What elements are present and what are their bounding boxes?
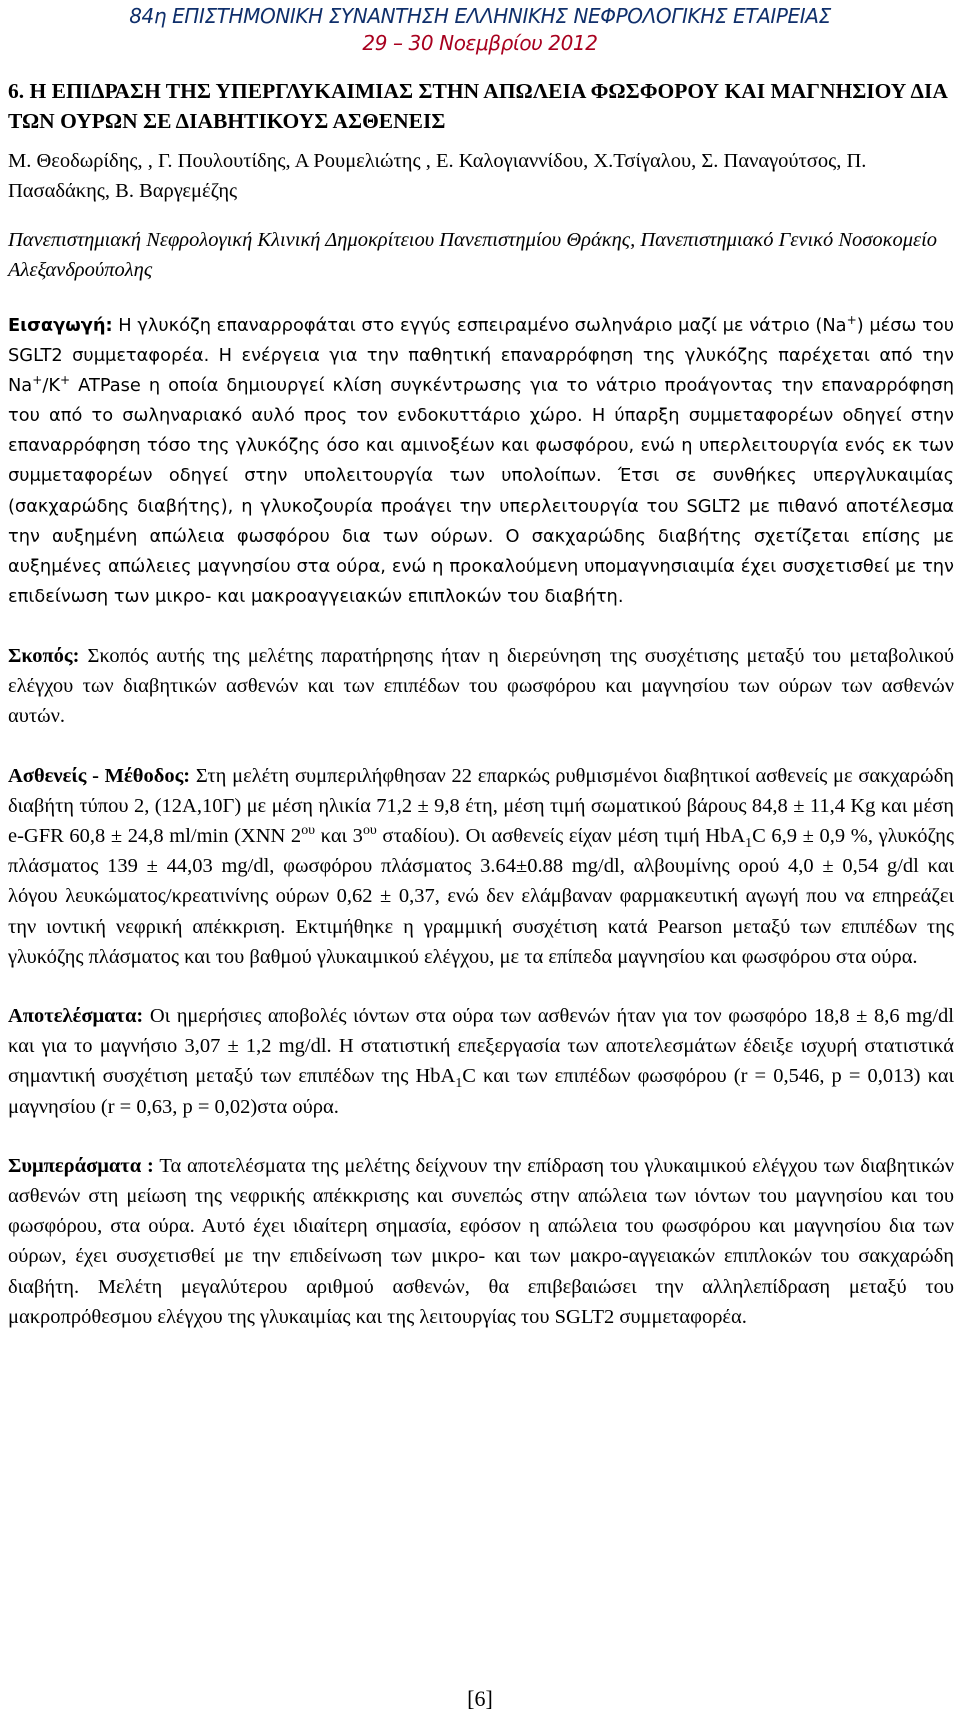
superscript: + [32, 373, 43, 388]
methods-text: σταδίου). Οι ασθενείς είχαν μέση τιμή HbA [376, 824, 746, 847]
abstract-body [8, 76, 954, 1332]
results-text: Οι ημερήσιες αποβολές ιόντων στα ούρα των ασθενών ήταν για τον φωσφόρο 18,8 ± 8,6 mg/dl και για το μαγνήσιο 3,07 ± 1,2 mg/dl. Η στατιστική επεξεργασία των αποτελεσμάτων έδειξε ισχυρή στατιστικά σημαντική συσχέτιση μεταξύ των επιπέδων της HbA [8, 1004, 954, 1088]
superscript: + [846, 313, 857, 328]
aim-label: Σκοπός: [8, 644, 80, 667]
aim-text: Σκοπός αυτής της μελέτης παρατήρησης ήταν η διερεύνηση της συσχέτισης μεταξύ του μεταβολικού ελέγχου των διαβητικών ασθενών και των επιπέδων του φωσφόρου και μαγνησίου των ούρων των ασθενών αυτών. [8, 644, 954, 728]
methods-text: C 6,9 ± 0,9 %, γλυκόζης πλάσματος 139 ± 44,03 mg/dl, φωσφόρου πλάσματος 3.64±0.88 mg/dl, αλβουμίνης ορού 4,0 ± 0,54 g/dl και λόγου λευκώματος/κρεατινίνης ούρων 0,62 ± 0,37, ενώ δεν ελάμβαναν φαρμακευτική αγωγή που να επηρεάζει την ιοντική νεφρική απέκκριση. Εκτιμήθηκε η γραμμική συσχέτιση κατά Pearson μεταξύ των επιπέδων της γλυκόζης πλάσματος και του βαθμού γλυκαιμικού ελέγχου, με τα επίπεδα μαγνησίου και φωσφόρου στα ούρα. [8, 824, 954, 968]
conclusions-section [8, 1151, 954, 1332]
conclusions-label: Συμπεράσματα : [8, 1154, 154, 1177]
results-label: Αποτελέσματα: [8, 1004, 144, 1027]
results-text: C και των επιπέδων φωσφόρου (r = 0,546, p = 0,013) και μαγνησίου (r = 0,63, p = 0,02)στα ούρα. [8, 1065, 955, 1118]
methods-text: Στη μελέτη συμπεριλήφθησαν 22 επαρκώς ρυθμισμένοι διαβητικοί ασθενείς με σακχαρώδη διαβήτη τύπου 2, (12Α,10Γ) με μέση ηλικία 71,2 ± 9,8 έτη, μέση τιμή σωματικού βάρους 84,8 ± 11,4 Kg και μέση e-GFR 60,8 ± 24,8 ml/min (ΧΝΝ 2 [8, 764, 954, 847]
conference-header: 84η ΕΠΙΣΤΗΜΟΝΙΚΗ ΣΥΝΑΝΤΗΣΗ ΕΛΛΗΝΙΚΗΣ ΝΕΦΡΟΛΟΓΙΚΗΣ ΕΤΑΙΡΕΙΑΣ [129, 4, 831, 28]
subscript: 1 [745, 836, 753, 852]
abstract-title: 6. Η ΕΠΙΔΡΑΣΗ ΤΗΣ ΥΠΕΡΓΛΥΚΑΙΜΙΑΣ ΣΤΗΝ ΑΠΩΛΕΙΑ ΦΩΣΦΟΡΟΥ ΚΑΙ ΜΑΓΝΗΣΙΟΥ ΔΙΑ ΤΩΝ ΟΥΡΩΝ ΣΕ ΔΙΑΒΗΤΙΚΟΥΣ ΑΣΘΕΝΕΙΣ [8, 79, 947, 133]
introduction-text: ) μέσω του SGLT2 συμμεταφορέα. Η ενέργεια για την παθητική επαναρρόφηση της γλυκόζης παρέχεται από την Na [8, 315, 954, 397]
introduction-text: /K [42, 375, 60, 397]
aim-section [8, 641, 954, 732]
conclusions-text: Τα αποτελέσματα της μελέτης δείχνουν την επίδραση του γλυκαιμικού ελέγχου των διαβητικών ασθενών στη μείωση της νεφρικής απέκκρισης και συνεπώς στην απώλεια των ιόντων του μαγνησίου και του φωσφόρου, στα ούρα. Αυτό έχει ιδιαίτερη σημασία, εφόσον η απώλεια του φωσφόρου και μαγνησίου δια των ούρων, έχει συσχετισθεί με την επιδείνωση των μικρο- και των μακρο-αγγειακών επιπλοκών του σακχαρώδη διαβήτη. Μελέτη μεγαλύτερου αριθμού ασθενών, θα επιβεβαιώσει την αλληλεπίδραση μεταξύ του μακροπρόθεσμου ελέγχου της γλυκαιμίας και της λειτουργίας του SGLT2 συμμεταφορέα. [8, 1154, 954, 1328]
conference-dates: 29 – 30 Νοεμβρίου 2012 [362, 31, 598, 55]
methods-label: Ασθενείς - Μέθοδος: [8, 764, 191, 787]
page-number: [6] [467, 1686, 493, 1711]
superscript: + [60, 373, 71, 388]
superscript: ου [301, 823, 316, 839]
methods-text: και 3 [315, 824, 363, 847]
introduction-label: Εισαγωγή: [8, 315, 113, 336]
results-section [8, 1001, 954, 1122]
superscript: ου [362, 823, 377, 839]
introduction-text: ATPase η οποία δημιουργεί κλίση συγκέντρωσης για το νάτριο προάγοντας την επαναρρόφηση του από το σωληναριακό αυλό προς τον ενδοκυττάριο χώρο. [8, 375, 954, 427]
methods-section [8, 761, 954, 972]
affiliation: Πανεπιστημιακή Νεφρολογική Κλινική Δημοκρίτειου Πανεπιστημίου Θράκης, Πανεπιστημιακό Γενικό Νοσοκομείο Αλεξανδρούπολης [8, 229, 938, 281]
introduction-text: Η γλυκόζη επαναρροφάται στο εγγύς εσπειραμένο σωληνάριο μαζί με νάτριο (Na [112, 315, 847, 336]
introduction-text: Η ύπαρξη συμμεταφορέων οδηγεί στην επαναρρόφηση τόσο της γλυκόζης όσο και αμινοξέων και φωσφόρου, ενώ η υπερλειτουργία ενός εκ των συμμεταφορέων οδηγεί στην υπολειτουργία των υπολοίπων. Έτσι σε συνθήκες υπεργλυκαιμίας (σακχαρώδης διαβήτης), η γλυκοζουρία προάγει την υπερλειτουργία του SGLT2 με πιθανό αποτέλεσμα την αυξημένη απώλεια φωσφόρου δια των ούρων. Ο σακχαρώδης διαβήτης σχετίζεται επίσης με αυξημένες απώλειες μαγνησίου στα ούρα, ενώ η προκαλούμενη υπομαγνησιαιμία έχει συσχετισθεί με την επιδείνωση των μικρο- και μακροαγγειακών επιπλοκών του διαβήτη. [8, 405, 954, 607]
subscript: 1 [455, 1076, 463, 1092]
introduction-section [8, 311, 954, 612]
author-list: Μ. Θεοδωρίδης, , Γ. Πουλουτίδης, Α Ρουμελιώτης , Ε. Καλογιαννίδου, Χ.Τσίγαλου, Σ. Παναγούτσος, Π. Πασαδάκης, Β. Βαργεμέζης [8, 150, 867, 202]
